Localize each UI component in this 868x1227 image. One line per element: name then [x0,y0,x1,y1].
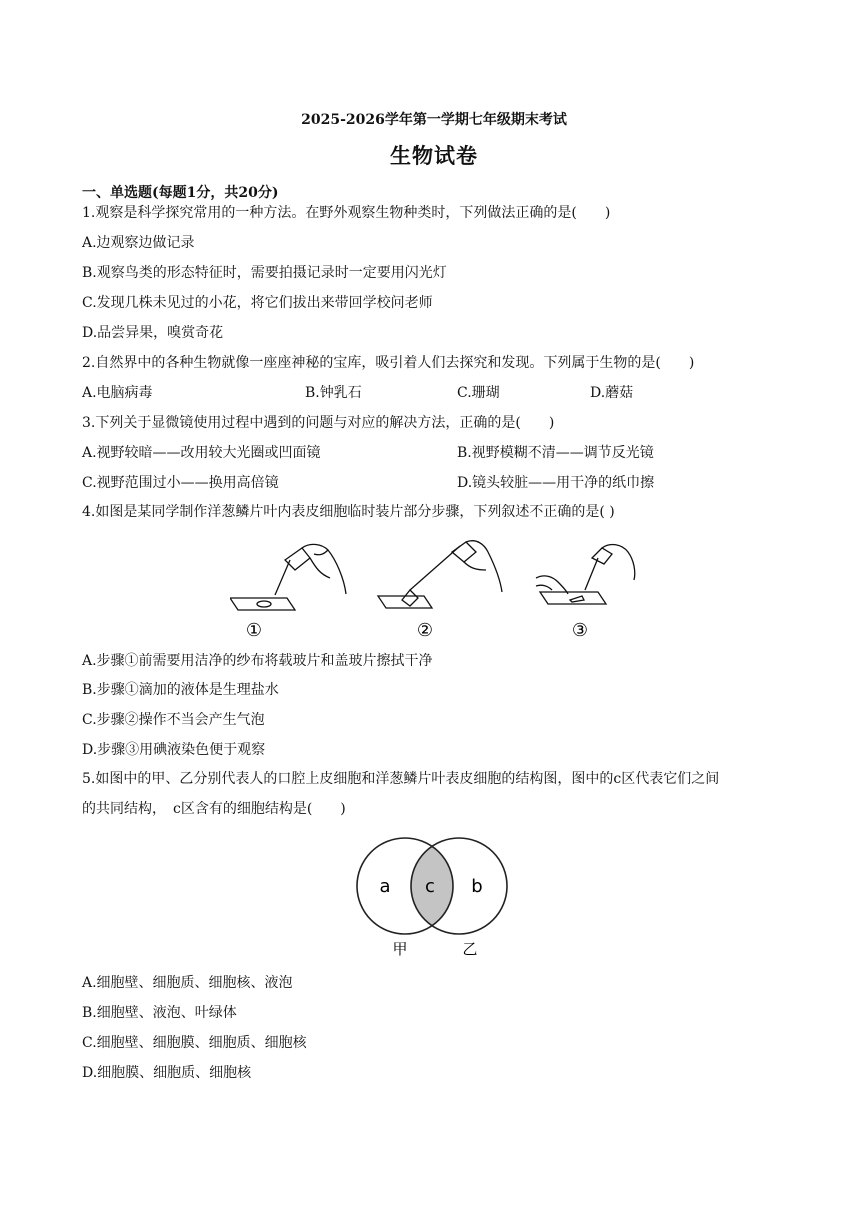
q3-option-b: B.视野模糊不清——调节反光镜 [457,445,654,461]
q1-stem: 1.观察是科学探究常用的一种方法。在野外观察生物种类时，下列做法正确的是( ) [82,205,611,221]
q4-option-b: B.步骤①滴加的液体是生理盐水 [82,682,279,698]
venn-label-a: a [379,876,391,897]
q3-option-c: C.视野范围过小——换用高倍镜 [82,475,279,491]
q1-option-c: C.发现几株未见过的小花，将它们拔出来带回学校问老师 [82,295,433,311]
exam-title: 生物试卷 [390,143,478,168]
q5-option-d: D.细胞膜、细胞质、细胞核 [82,1065,252,1081]
q1-option-a: A.边观察边做记录 [82,235,195,251]
slide-preparation-figure [230,538,650,642]
step3-label: ③ [571,620,589,641]
q1-option-b: B.观察鸟类的形态特征时，需要拍摄记录时一定要用闪光灯 [82,265,447,281]
q4-option-d: D.步骤③用碘液染色便于观察 [82,742,266,758]
q3-stem: 3.下列关于显微镜使用过程中遇到的问题与对应的解决方法，正确的是( ) [82,415,555,431]
q5-stem-line1: 5.如图中的甲、乙分别代表人的口腔上皮细胞和洋葱鳞片叶表皮细胞的结构图，图中的c区代表它们之间 [82,771,720,787]
q4-stem: 4.如图是某同学制作洋葱鳞片叶内表皮细胞临时装片部分步骤，下列叙述不正确的是( ) [82,504,615,520]
q3-option-a: A.视野较暗——改用较大光圈或凹面镜 [82,445,321,461]
q2-option-d: D.蘑菇 [590,385,634,401]
q2-stem: 2.自然界中的各种生物就像一座座神秘的宝库，吸引着人们去探究和发现。下列属于生物的是( ) [82,355,695,371]
venn-diagram [350,830,520,966]
q4-option-a: A.步骤①前需要用洁净的纱布将载玻片和盖玻片擦拭干净 [82,653,433,669]
q3-option-d: D.镜头较脏——用干净的纸巾擦 [457,475,655,491]
step2-label: ② [416,620,434,641]
step1-illustration [230,544,346,610]
q2-option-a: A.电脑病毒 [82,385,153,401]
q4-option-c: C.步骤②操作不当会产生气泡 [82,712,265,728]
venn-right-caption: 乙 [462,940,478,958]
q5-option-b: B.细胞壁、液泡、叶绿体 [82,1005,237,1021]
step3-illustration [536,545,635,604]
step1-label: ① [245,620,263,641]
venn-label-b: b [471,876,483,897]
venn-left-caption: 甲 [392,940,408,958]
step2-illustration [378,541,502,608]
q5-option-c: C.细胞壁、细胞膜、细胞质、细胞核 [82,1035,307,1051]
q2-option-c: C.珊瑚 [457,385,500,401]
q2-option-b: B.钟乳石 [305,385,362,401]
q1-option-d: D.品尝异果，嗅赏奇花 [82,325,224,341]
q5-option-a: A.细胞壁、细胞质、细胞核、液泡 [82,975,293,991]
q5-stem-line2: 的共同结构， c区含有的细胞结构是( ) [82,801,346,817]
venn-label-c: c [425,876,435,897]
section-heading: 一、单选题(每题1分，共20分) [82,185,279,201]
exam-subtitle: 2025-2026学年第一学期七年级期末考试 [301,112,567,128]
